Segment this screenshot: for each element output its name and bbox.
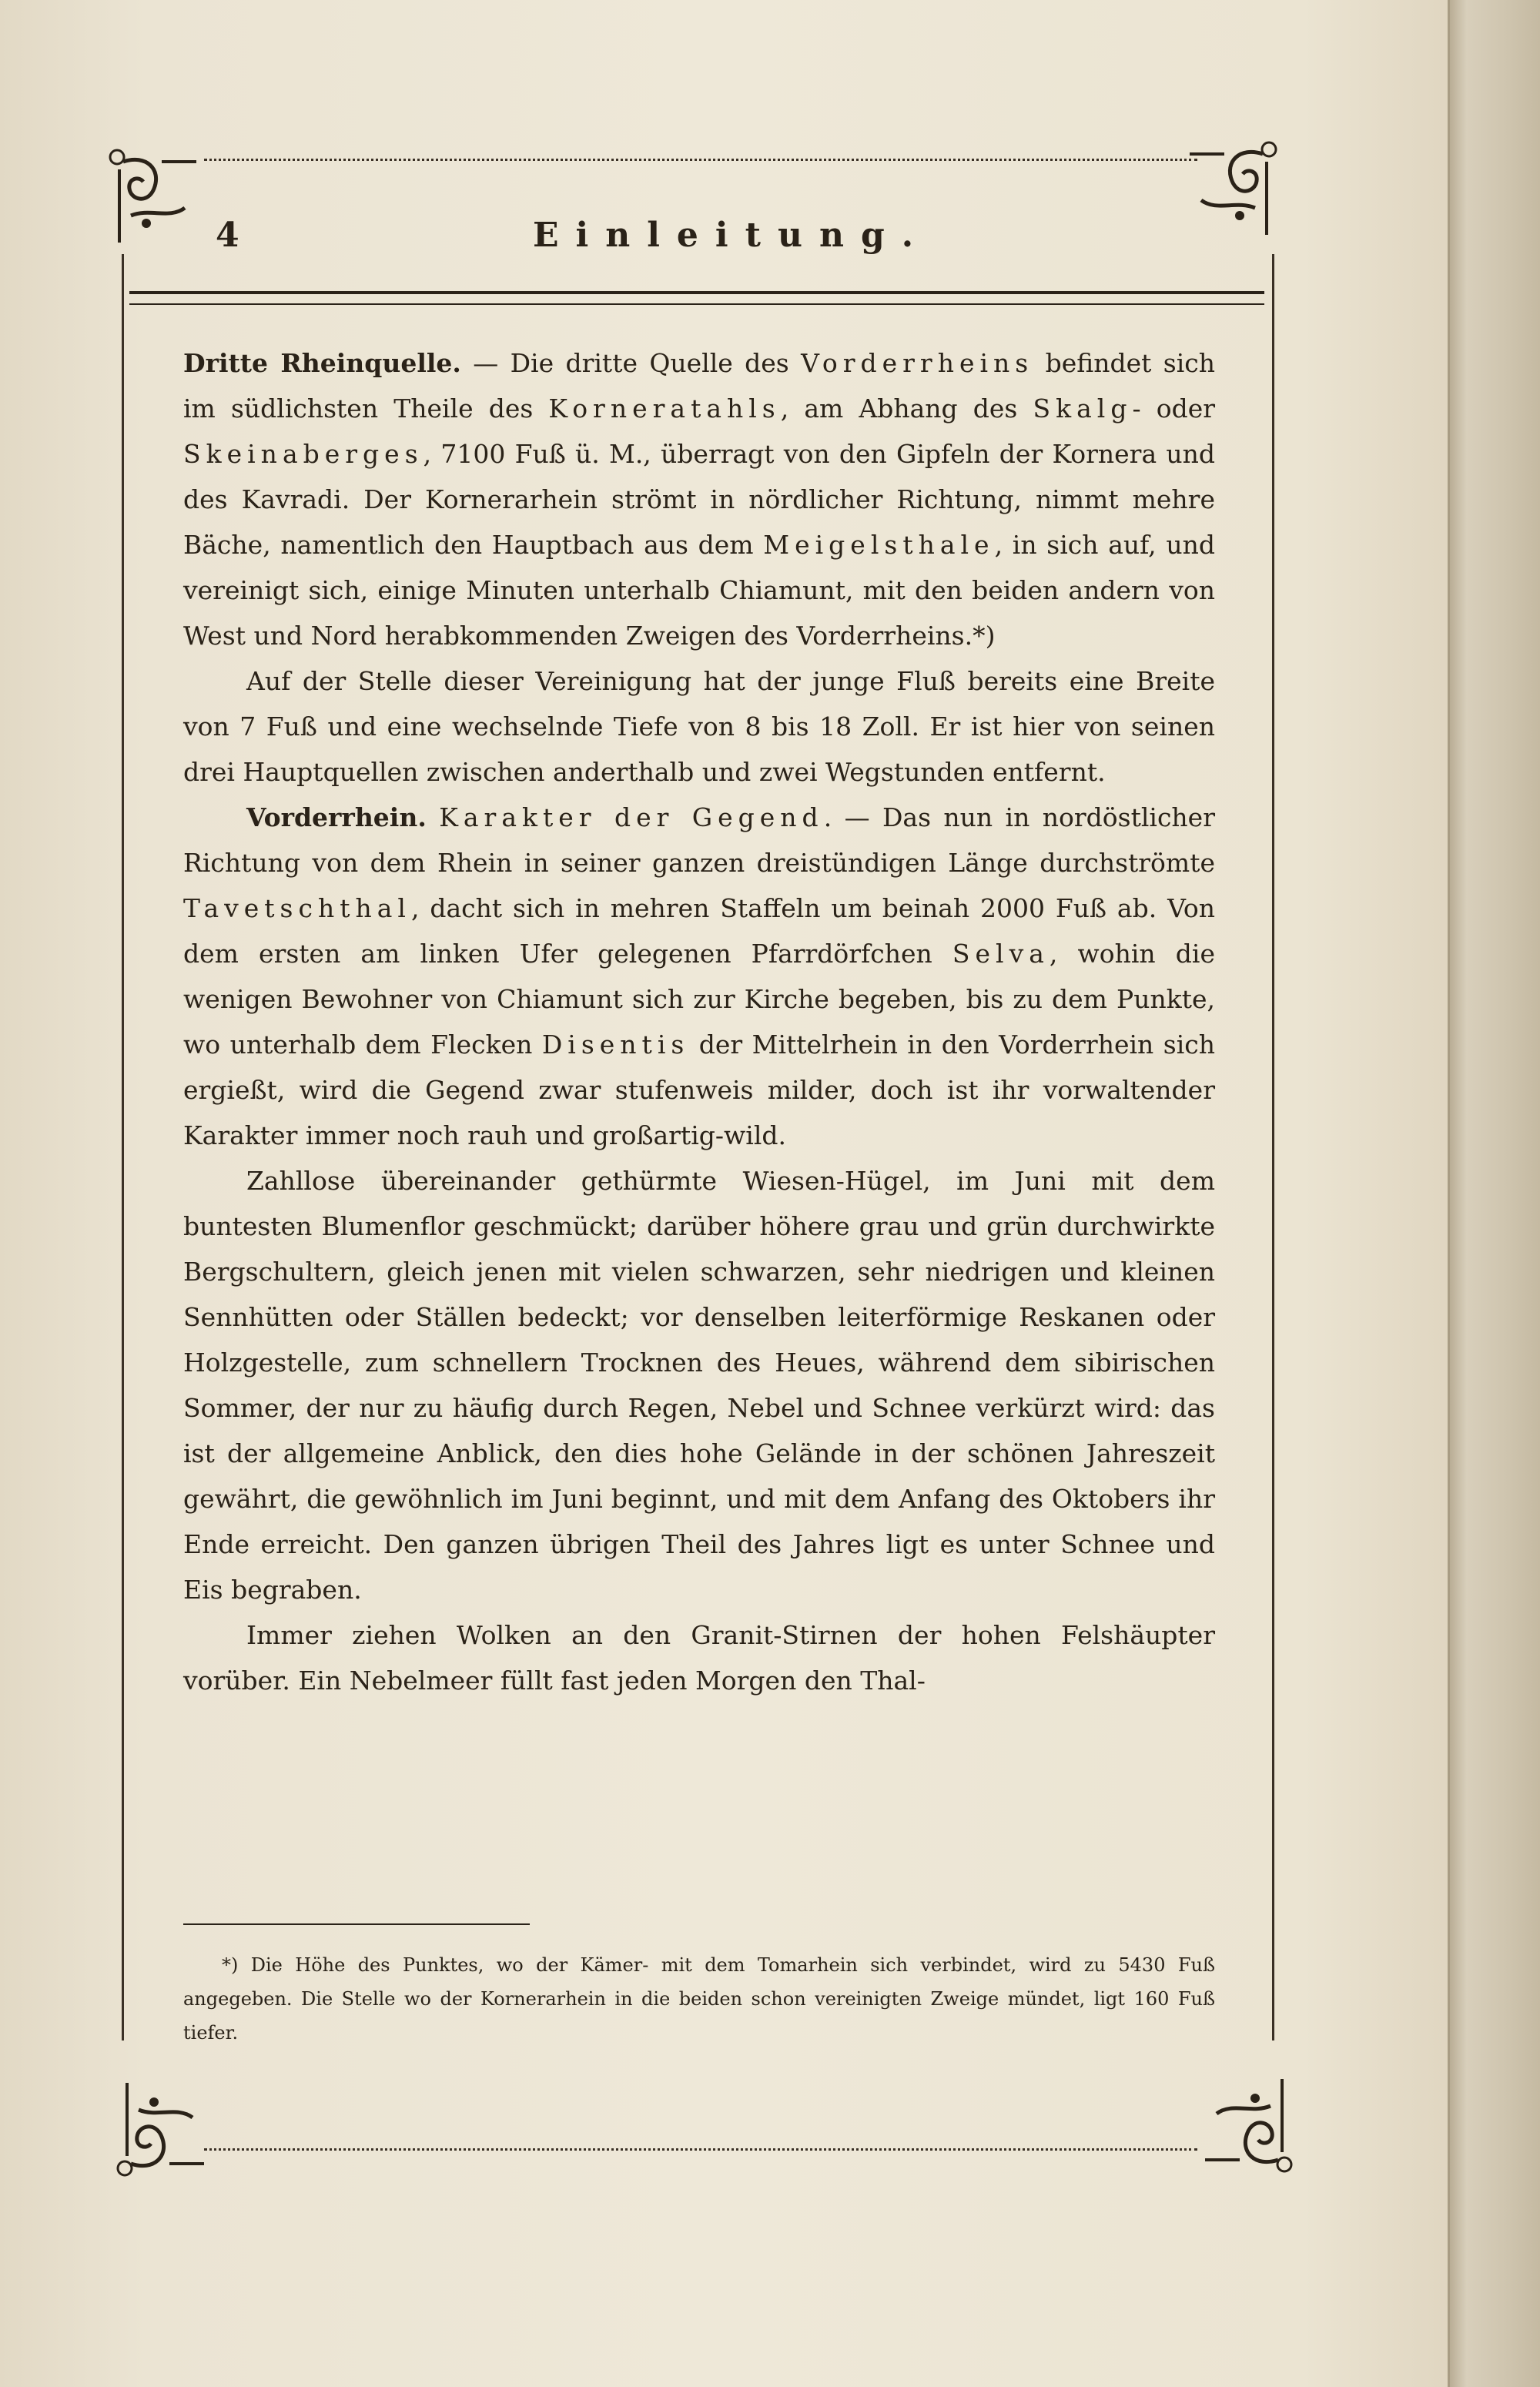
paragraph [183, 1612, 1215, 1703]
frame-right-line [1272, 254, 1274, 2040]
paragraph-text: Auf der Stelle dieser Vereinigung hat der junge Fluß bereits eine Breite von 7 Fuß und eine wechselnde Tiefe von 8 bis 18 Zoll. Er ist hier von seinen drei Hauptquellen zwischen anderthalb und zwei Wegstunden entfernt. [183, 666, 1215, 787]
paragraph-text: — Die dritte Quelle des Vorderrheins befindet sich im südlichsten Theile des Korneratahls, am Abhang des Skalg- oder Skeinaberges, 7100 Fuß ü. M., überragt von den Gipfeln der Kornera und des Kavradi. Der Kornerarhein strömt in nördlicher Richtung, nimmt mehre Bäche, namentlich den Hauptbach aus dem Meigelsthale, in sich auf, und vereinigt sich, einige Minuten unterhalb Chiamunt, mit den beiden andern von West und Nord herabkommenden Zweigen des Vorderrheins.*) [183, 348, 1216, 651]
book-spine-edge [1448, 0, 1540, 2387]
header-rule-thin [129, 303, 1264, 305]
paragraph [183, 795, 1215, 1158]
page-number: 4 [216, 216, 239, 255]
paragraph-lead: Vorderrhein. [246, 802, 427, 832]
running-header [185, 208, 1278, 270]
body-text [183, 340, 1215, 1703]
footnote: *) Die Höhe des Punktes, wo der Kämer- mit dem Tomarhein sich verbindet, wird zu 5430 Fuß angegeben. Die Stelle wo der Kornerarhein in die beiden schon vereinigten Zweige mündet, ligt 160 Fuß tiefer. [183, 1954, 1215, 2044]
paragraph-text: Zahllose übereinander gethürmte Wiesen-Hügel, im Juni mit dem buntesten Blumenflor geschmückt; darüber höhere grau und grün durchwirkte Bergschultern, gleich jenen mit vielen schwarzen, sehr niedrigen und kleinen Sennhütten oder Ställen bedeckt; vor denselben leiterförmige Reskanen oder Holzgestelle, zum schnellern Trocknen des Heues, während dem sibirischen Sommer, der nur zu häufig durch Regen, Nebel und Schnee verkürzt wird: das ist der allgemeine Anblick, den dies hohe Gelände in der schönen Jahreszeit gewährt, die gewöhnlich im Juni beginnt, und mit dem Anfang des Oktobers ihr Ende erreicht. Den ganzen übrigen Theil des Jahres ligt es unter Schnee und Eis begraben. [183, 1166, 1215, 1605]
paragraph-lead: Dritte Rheinquelle. [183, 348, 461, 378]
footnotes [183, 1948, 1215, 2050]
frame-bottom-line [204, 2148, 1197, 2151]
frame-top-line [204, 159, 1197, 161]
paragraph [183, 340, 1215, 658]
frame-left-line [122, 254, 124, 2040]
paragraph [183, 658, 1215, 795]
paragraph [183, 1158, 1215, 1612]
corner-ornament-bottom-left-icon [116, 2079, 208, 2179]
paragraph-text: Karakter der Gegend. — Das nun in nordöstlicher Richtung von dem Rhein in seiner ganzen dreistündigen Länge durchströmte Tavetschthal, dacht sich in mehren Staffeln um beinah 2000 Fuß ab. Von dem ersten am linken Ufer gelegenen Pfarrdörfchen Selva, wohin die wenigen Bewohner von Chiamunt sich zur Kirche begeben, bis zu dem Punkte, wo unterhalb dem Flecken Disentis der Mittelrhein in den Vorderrhein sich ergießt, wird die Gegend zwar stufenweis milder, doch ist ihr vorwaltender Karakter immer noch rauh und großartig-wild. [183, 802, 1215, 1150]
paragraph-text: Immer ziehen Wolken an den Granit-Stirnen der hohen Felshäupter vorüber. Ein Nebelmeer füllt fast jeden Morgen den Thal- [183, 1620, 1215, 1696]
corner-ornament-bottom-right-icon [1201, 2075, 1294, 2175]
header-rule-thick [129, 291, 1264, 294]
running-title: Einleitung. [532, 216, 931, 255]
footnote-rule [183, 1923, 530, 1925]
